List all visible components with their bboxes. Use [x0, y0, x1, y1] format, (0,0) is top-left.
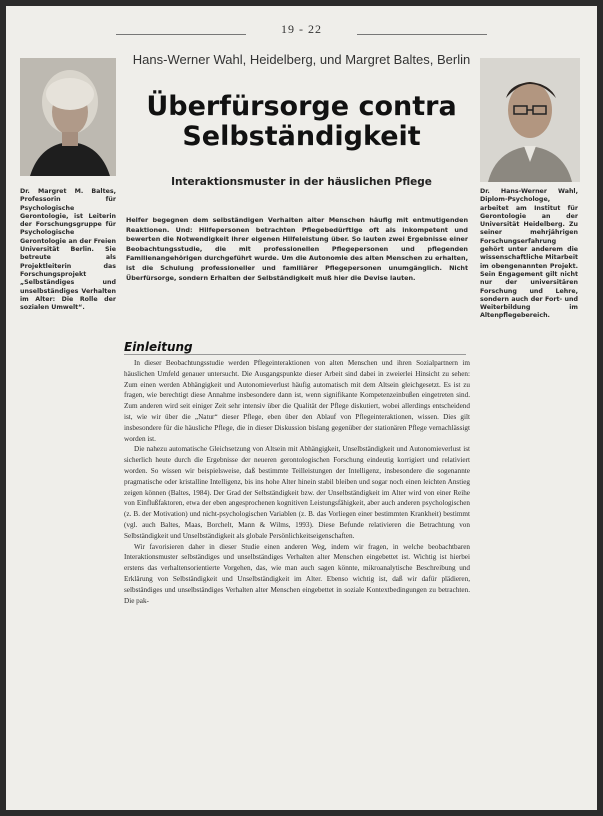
bio-baltes: Dr. Margret M. Baltes, Professorin für Psychologische Gerontologie, ist Leiterin der Forschungsgruppe für Psychologische Gerontologie an der Freien Universität Berlin. Sie betreute als Projektleiterin das Forschungsprojekt „Selbständiges und unselbständiges Verhalten im Alter: Die Rolle der sozialen Umwelt“.: [20, 188, 116, 312]
portrait-man-image: [480, 58, 580, 182]
paragraph: Wir favorisieren daher in dieser Studie einen anderen Weg, indem wir fragen, in welche beobachtbaren Interaktionsmuster selbständiges und unselbständiges Verhalten alter Menschen eingebettet ist. Wichtig ist hierbei erstens das verhaltensorientierte Vorgehen, das, wie man auch sagen könnte, mikroanalytische Beschreibung und Erklärung von Selbständigkeit und Unselbständigkeit im Alter. Ebenso wichtig ist, daß wir dafür plädieren, selbständiges und unselbständiges Verhalten alter Menschen eingebettet in soziale Kontextbedingungen zu betrachten. Die pak-: [124, 542, 470, 605]
page-number-text: 19 - 22: [281, 22, 322, 36]
paragraph: Die nahezu automatische Gleichsetzung von Altsein mit Abhängigkeit, Unselbständigkeit und Autonomieverlust ist sicherlich heute durch die Ergebnisse der neueren gerontologischen Forschung eindeutig korrigiert und relativiert worden. So wissen wir beispielsweise, daß bestimmte Teilleistungen der Intelligenz, insbesondere die sogenannte pragmatische oder kristalline Intelligenz, bis ins hohe Alter hinein stabil bleiben und sogar noch einen leichten Anstieg zeigen können (Baltes, 1984). Der Grad der Selbständigkeit bzw. der Unselbständigkeit im Alter wird von einer Reihe von Einflußfaktoren, etwa der eben angesprochenen kognitiven Leistungsfähigkeit, aber auch anderen psychologischen (z. B. der Motivation) und nicht-psychologischen Variablen (z. B. das Vorliegen einer bestimmten Krankheit) bestimmt (vgl. auch Baltes, Maas, Borchelt, Mann & Wilms, 1993). Diese Befunde relativieren die Betrachtung von Selbständigkeit und Unselbständigkeit als globale Persönlichkeitseigenschaften.: [124, 445, 470, 540]
document-page: [6, 6, 597, 810]
author-photo-baltes: [20, 58, 116, 176]
authors-line: Hans-Werner Wahl, Heidelberg, und Margret Baltes, Berlin: [132, 52, 471, 67]
abstract: Helfer begegnen dem selbständigen Verhalten alter Menschen häufig mit entmutigenden Reaktionen. Und: Hilfepersonen betrachten Pflegebedürftige oft als inkompetent und bewerten die Notwendigkeit ihrer eigenen Hilfeleistung über. So lauten zwei Ergebnisse einer Beobachtungsstudie, die mit professionellen Pflegepersonen und pflegenden Familienangehörigen durchgeführt wurde. Um die Autonomie des alten Menschen zu erhalten, ist die Schulung professioneller und familiärer Pflegepersonen unumgänglich. Nicht Überfürsorge, sondern Erhalten der Selbständigkeit muß hier die Devise lauten.: [126, 216, 468, 282]
article-title: Überfürsorge contra Selbständigkeit: [146, 91, 457, 152]
body-text: [124, 358, 470, 606]
bio-wahl: Dr. Hans-Werner Wahl, Diplom-Psychologe, arbeitet am Institut für Gerontologie an der Universität Heidelberg. Zu seiner mehrjährigen Forschungserfahrung gehört unter anderem die wissenschaftliche Mitarbeit im obengenannten Projekt. Sein Engagement gilt nicht nur der universitären Forschung und Lehre, sondern auch der Fort- und Weiterbildung im Altenpflegebereich.: [480, 188, 578, 320]
author-photo-wahl: [480, 58, 580, 182]
header-rule-right: [357, 34, 487, 35]
article-subtitle: Interaktionsmuster in der häuslichen Pflege: [171, 176, 432, 188]
portrait-woman-image: [20, 58, 116, 176]
paragraph: In dieser Beobachtungsstudie werden Pflegeinteraktionen von alten Menschen und ihren Sozialpartnern im häuslichen Umfeld genauer untersucht. Die Ausgangspunkte dieser Arbeit sind dabei in zweierlei Hinsicht zu sehen: Zum einen werden Abhängigkeit und Autonomieverlust häufig automatisch mit dem Altsein gleichgesetzt. Es ist zu fragen, wie berechtigt diese Annahme insbesondere dann ist, wenn signifikante Kompetenzeinbußen eingetreten sind. Zum anderen wird seit einiger Zeit sehr intensiv über die Qualität der Pflege diskutiert, wobei allerdings entscheidend ist, wie wir über die „Natur“ dieser Pflege, eben über den Ablauf von Pflegeinteraktionen, wissen. Dies gilt insbesondere für die häusliche Pflege, die in dieser Diskussion bislang gegenüber der stationären Pflege vernachlässigt worden ist.: [124, 359, 470, 443]
section-heading: Einleitung: [124, 340, 193, 354]
page-number: [116, 22, 487, 36]
header-rule-left: [116, 34, 246, 35]
section-divider: [124, 354, 466, 355]
